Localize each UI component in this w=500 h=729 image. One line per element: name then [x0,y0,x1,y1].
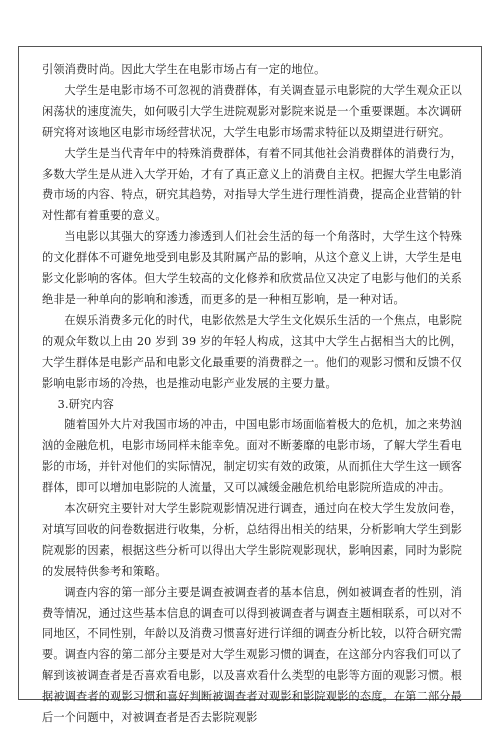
paragraph: 引领消费时尚。因此大学生在电影市场占有一定的地位。 [42,63,326,76]
paragraph: 大学生是电影市场不可忽视的消费群体，有关调查显示电影院的大学生观众正以闲荡状的速度流失，如何吸引大学生进院观影对影院来说是一个重要课题。本次调研研究将对该地区电影市场经营状况，大学生电影市场需求特征以及期望进行研究。 [42,83,462,139]
paragraph: 调查内容的第一部分主要是调查被调查者的基本信息，例如被调查者的性别，消费等情况，通过这些基本信息的调查可以得到被调查者与调查主题相联系，可以对不同地区，不同性别，年龄以及消费习惯喜好进行详细的调查分析比较，以符合研究需要。调查内容的第二部分主要是对大学生观影习惯的调查，在这部分内容我们可以了解到该被调查者是否喜欢看电影，以及喜欢看什么类型的电影等方面的观影习惯。根据被调查者的观影习惯和喜好判断被调查者对观影和影院观影的态度。在第二部分最后一个问题中，对被调查者是否去影院观影 [42,585,462,725]
section-heading: 3.研究内容 [57,397,114,411]
paragraph: 当电影以其强大的穿透力渗透到人们社会生活的每一个角落时，大学生这个特殊的文化群体不可避免地受到电影及其附属产品的影响，从这个意义上讲，大学生是电影文化影响的客体。但大学生较高的文化修养和欣赏品位又决定了电影与他们的关系绝非是一种单向的影响和渗透，而更多的是一种相互影响，是一种对话。 [42,230,462,306]
paragraph: 大学生是当代青年中的特殊消费群体，有着不同其他社会消费群体的消费行为，多数大学生是从进入大学开始，才有了真正意义上的消费自主权。把握大学生电影消费市场的内容、特点，研究其趋势，对指导大学生进行理性消费，提高企业营销的针对性都有着重要的意义。 [42,146,462,223]
paragraph: 本次研究主要针对大学生影院观影情况进行调查，通过向在校大学生发放问卷，对填写回收的问卷数据进行收集，分析，总结得出相关的结果，分析影响大学生到影院观影的因素，根据这些分析可以得出大学生影院观影现状，影响因素，同时为影院的发展特供参考和策略。 [42,502,462,578]
document-body [42,60,462,729]
paragraph: 在娱乐消费多元化的时代，电影依然是大学生文化娱乐生活的一个焦点，电影院的观众年数以上由 20 岁到 39 岁的年轻人构成，这其中大学生占据相当大的比例，大学生群体是电影产品和电影文化最重要的消费群之一。他们的观影习惯和反馈不仅影响电影市场的冷热，也是推动电影产业发展的主要力量。 [42,313,462,390]
paragraph: 随着国外大片对我国市场的冲击，中国电影市场面临着极大的危机，加之来势汹汹的金融危机，电影市场同样未能幸免。面对不断萎靡的电影市场，了解大学生看电影的市场，并针对他们的实际情况，制定切实有效的政策，从而抓住大学生这一顾客群体，即可以增加电影院的人流量，又可以减缓金融危机给电影院所造成的冲击。 [42,418,462,495]
